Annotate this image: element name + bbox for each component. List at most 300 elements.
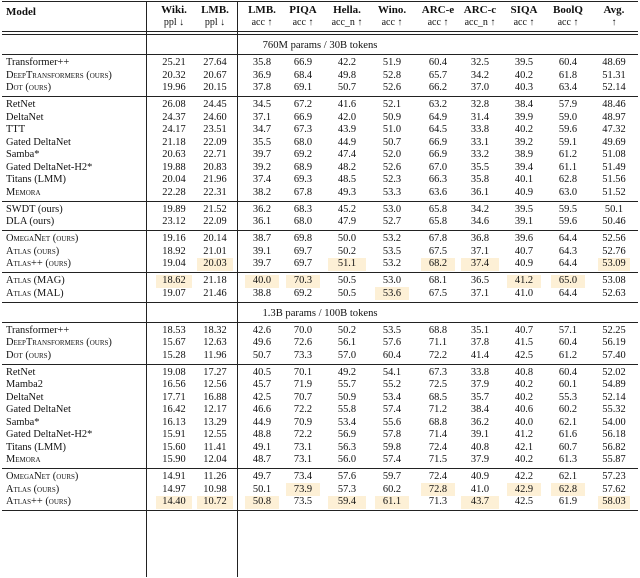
metric-value: 38.4 — [514, 99, 534, 110]
model-name: DeltaNet — [6, 111, 44, 123]
metric-value: 69.8 — [293, 233, 313, 244]
header-col-name: Wiki. — [161, 4, 187, 16]
metric-value: 73.1 — [293, 441, 313, 453]
header-col-metric: acc ↑ — [292, 17, 314, 28]
metric-value: 21.01 — [203, 245, 227, 257]
metric-value: 49.69 — [602, 136, 626, 148]
metric-value: 59.6 — [558, 216, 578, 227]
metric-value: 34.7 — [252, 124, 272, 135]
model-name: TTT — [6, 124, 26, 135]
metric-value: 49.3 — [337, 186, 357, 198]
metric-value: 33.8 — [470, 366, 490, 378]
metric-value: 22.28 — [162, 186, 186, 198]
model-name: Titans (LMM) — [6, 441, 66, 453]
metric-value: 56.19 — [602, 337, 626, 348]
metric-value: 53.0 — [382, 203, 402, 215]
metric-value: 44.9 — [252, 416, 272, 428]
metric-value: 61.8 — [558, 69, 578, 81]
model-name: Transformer++ — [6, 57, 70, 68]
metric-value: 54.89 — [602, 379, 626, 390]
metric-value: 15.60 — [162, 441, 186, 453]
metric-value: 41.0 — [514, 287, 534, 299]
metric-value: 35.1 — [470, 324, 490, 336]
model-name: Titans (LMM) — [6, 174, 66, 185]
metric-value: 50.2 — [337, 245, 357, 257]
column-divider — [146, 1, 147, 577]
rule-line — [2, 1, 638, 2]
metric-value: 50.5 — [337, 275, 357, 286]
metric-value: 60.4 — [558, 57, 578, 68]
metric-value: 70.3 — [293, 275, 313, 286]
metric-value: 61.6 — [558, 429, 578, 440]
metric-value: 37.9 — [470, 454, 490, 465]
model-name: Atlas (MAL) — [6, 287, 64, 299]
metric-value: 57.9 — [558, 99, 578, 110]
metric-value: 60.4 — [382, 349, 402, 361]
metric-value: 20.63 — [162, 149, 186, 160]
metric-value: 56.82 — [602, 441, 626, 453]
metric-value: 60.4 — [558, 337, 578, 348]
metric-value: 50.5 — [337, 287, 357, 299]
metric-value: 60.4 — [428, 57, 448, 68]
metric-value: 67.8 — [428, 233, 448, 244]
metric-value: 67.5 — [428, 287, 448, 299]
metric-value: 17.27 — [203, 366, 227, 378]
header-col-name: LMB. — [201, 4, 229, 16]
metric-value: 39.2 — [514, 136, 534, 148]
metric-value: 66.3 — [428, 174, 448, 185]
metric-value: 57.62 — [602, 483, 626, 495]
metric-value: 68.9 — [293, 161, 313, 173]
model-name: Atlas++ (ours) — [6, 258, 71, 269]
metric-value: 51.08 — [602, 149, 626, 160]
metric-value: 60.2 — [558, 404, 578, 415]
metric-value: 59.6 — [558, 124, 578, 135]
metric-value: 38.4 — [470, 404, 490, 415]
metric-value: 20.03 — [203, 258, 227, 269]
metric-value: 57.4 — [382, 454, 402, 465]
metric-value: 50.7 — [252, 349, 272, 361]
rule-line — [2, 54, 638, 55]
metric-value: 12.04 — [203, 454, 227, 465]
metric-value: 52.02 — [602, 366, 626, 378]
metric-value: 58.03 — [602, 496, 626, 507]
metric-value: 36.9 — [252, 69, 272, 81]
metric-value: 20.15 — [203, 82, 227, 93]
metric-value: 50.8 — [252, 496, 272, 507]
metric-value: 34.5 — [252, 99, 272, 110]
metric-value: 68.3 — [293, 203, 313, 215]
metric-value: 37.0 — [470, 82, 490, 93]
header-model-label: Model — [6, 6, 36, 18]
metric-value: 42.0 — [337, 111, 357, 123]
metric-value: 57.6 — [337, 471, 357, 482]
metric-value: 39.1 — [470, 429, 490, 440]
metric-value: 35.7 — [470, 391, 490, 403]
metric-value: 49.1 — [252, 441, 272, 453]
header-col-metric: ppl ↓ — [163, 17, 185, 28]
metric-value: 18.32 — [203, 324, 227, 336]
metric-value: 64.9 — [428, 111, 448, 123]
header-col-name: SIQA — [510, 4, 538, 16]
metric-value: 53.5 — [382, 324, 402, 336]
model-name: DeltaNet — [6, 391, 44, 403]
metric-value: 47.4 — [337, 149, 357, 160]
metric-value: 51.9 — [382, 57, 402, 68]
model-name: Dot (ours) — [6, 349, 52, 361]
metric-value: 53.6 — [382, 287, 402, 299]
metric-value: 40.8 — [470, 441, 490, 453]
metric-value: 66.2 — [428, 82, 448, 93]
metric-value: 37.1 — [470, 287, 490, 299]
metric-value: 15.91 — [162, 429, 186, 440]
metric-value: 50.0 — [337, 233, 357, 244]
metric-value: 59.0 — [558, 111, 578, 123]
header-col-name: ARC-c — [463, 4, 497, 16]
metric-value: 52.3 — [382, 174, 402, 185]
rule-line — [2, 302, 638, 303]
metric-value: 15.90 — [162, 454, 186, 465]
metric-value: 53.4 — [337, 416, 357, 428]
metric-value: 39.9 — [514, 111, 534, 123]
metric-value: 19.88 — [162, 161, 186, 173]
rule-line — [2, 31, 638, 32]
metric-value: 42.9 — [514, 483, 534, 495]
metric-value: 71.9 — [293, 379, 313, 390]
metric-value: 57.3 — [337, 483, 357, 495]
metric-value: 36.1 — [470, 186, 490, 198]
metric-value: 14.97 — [162, 483, 186, 495]
model-name: Atlas (ours) — [6, 483, 60, 495]
metric-value: 65.7 — [428, 69, 448, 81]
metric-value: 42.6 — [252, 324, 272, 336]
metric-value: 18.53 — [162, 324, 186, 336]
model-name: Atlas++ (ours) — [6, 496, 71, 507]
metric-value: 71.1 — [428, 337, 448, 348]
metric-value: 39.4 — [514, 161, 534, 173]
header-col-metric: ↑ — [611, 17, 617, 28]
metric-value: 69.3 — [293, 174, 313, 185]
metric-value: 52.63 — [602, 287, 626, 299]
metric-value: 14.91 — [162, 471, 186, 482]
metric-value: 21.46 — [203, 287, 227, 299]
metric-value: 61.3 — [558, 454, 578, 465]
metric-value: 66.9 — [428, 149, 448, 160]
metric-value: 50.7 — [337, 82, 357, 93]
metric-value: 53.2 — [382, 258, 402, 269]
metric-value: 53.4 — [382, 391, 402, 403]
model-name: OmegaNet (ours) — [6, 471, 79, 482]
metric-value: 50.2 — [337, 324, 357, 336]
metric-value: 41.5 — [514, 337, 534, 348]
metric-value: 40.9 — [470, 471, 490, 482]
metric-value: 21.96 — [203, 174, 227, 185]
metric-value: 69.7 — [293, 258, 313, 269]
metric-value: 51.1 — [337, 258, 357, 269]
metric-value: 38.8 — [252, 287, 272, 299]
metric-value: 13.29 — [203, 416, 227, 428]
metric-value: 57.40 — [602, 349, 626, 361]
header-col-name: BoolQ — [553, 4, 583, 16]
metric-value: 54.1 — [382, 366, 402, 378]
metric-value: 43.9 — [337, 124, 357, 135]
metric-value: 72.2 — [293, 429, 313, 440]
metric-value: 61.1 — [382, 496, 402, 507]
metric-value: 40.2 — [514, 69, 534, 81]
metric-value: 36.2 — [252, 203, 272, 215]
metric-value: 57.0 — [337, 349, 357, 361]
metric-value: 53.09 — [602, 258, 626, 269]
metric-value: 57.4 — [382, 404, 402, 415]
metric-value: 41.0 — [470, 483, 490, 495]
metric-value: 52.7 — [382, 216, 402, 227]
metric-value: 53.5 — [382, 245, 402, 257]
metric-value: 18.62 — [162, 275, 186, 286]
metric-value: 10.72 — [203, 496, 227, 507]
metric-value: 45.7 — [252, 379, 272, 390]
rule-line — [2, 322, 638, 323]
metric-value: 39.5 — [514, 57, 534, 68]
metric-value: 15.67 — [162, 337, 186, 348]
metric-value: 23.12 — [162, 216, 186, 227]
metric-value: 63.2 — [428, 99, 448, 110]
metric-value: 70.0 — [293, 324, 313, 336]
metric-value: 57.6 — [382, 337, 402, 348]
model-name: Atlas (MAG) — [6, 275, 65, 286]
metric-value: 68.0 — [293, 216, 313, 227]
metric-value: 10.98 — [203, 483, 227, 495]
metric-value: 43.7 — [470, 496, 490, 507]
header-col-name: PIQA — [289, 4, 317, 16]
metric-value: 57.8 — [382, 429, 402, 440]
metric-value: 37.1 — [252, 111, 272, 123]
metric-value: 52.6 — [382, 82, 402, 93]
metric-value: 57.23 — [602, 471, 626, 482]
metric-value: 73.9 — [293, 483, 313, 495]
metric-value: 16.13 — [162, 416, 186, 428]
model-name: Mamba2 — [6, 379, 43, 390]
metric-value: 35.8 — [252, 57, 272, 68]
metric-value: 55.8 — [337, 404, 357, 415]
metric-value: 55.32 — [602, 404, 626, 415]
metric-value: 12.55 — [203, 429, 227, 440]
metric-value: 68.2 — [428, 258, 448, 269]
metric-value: 71.3 — [428, 496, 448, 507]
metric-value: 39.2 — [252, 161, 272, 173]
metric-value: 40.2 — [514, 454, 534, 465]
metric-value: 17.71 — [162, 391, 186, 403]
metric-value: 38.2 — [252, 186, 272, 198]
model-name: Memora — [6, 186, 41, 198]
metric-value: 37.4 — [470, 258, 490, 269]
metric-value: 50.46 — [602, 216, 626, 227]
metric-value: 72.6 — [293, 337, 313, 348]
metric-value: 33.2 — [470, 149, 490, 160]
metric-value: 52.56 — [602, 233, 626, 244]
metric-value: 52.76 — [602, 245, 626, 257]
metric-value: 37.8 — [252, 82, 272, 93]
metric-value: 62.8 — [558, 174, 578, 185]
metric-value: 24.60 — [203, 111, 227, 123]
metric-value: 56.3 — [337, 441, 357, 453]
header-col-name: Wino. — [377, 4, 407, 16]
metric-value: 42.5 — [514, 349, 534, 361]
metric-value: 21.52 — [203, 203, 227, 215]
metric-value: 65.0 — [558, 275, 578, 286]
metric-value: 66.9 — [293, 57, 313, 68]
metric-value: 37.1 — [470, 245, 490, 257]
header-col-name: Avg. — [603, 4, 625, 16]
model-name: DeepTransformers (ours) — [6, 69, 112, 81]
metric-value: 50.1 — [604, 203, 624, 215]
metric-value: 61.2 — [558, 149, 578, 160]
metric-value: 63.0 — [558, 186, 578, 198]
model-name: SWDT (ours) — [6, 203, 63, 215]
metric-value: 47.32 — [602, 124, 626, 135]
metric-value: 68.5 — [428, 391, 448, 403]
metric-value: 25.21 — [162, 57, 186, 68]
metric-value: 49.8 — [337, 69, 357, 81]
rule-line — [2, 272, 638, 273]
metric-value: 48.46 — [602, 99, 626, 110]
metric-value: 68.8 — [428, 324, 448, 336]
metric-value: 70.7 — [293, 391, 313, 403]
metric-value: 31.4 — [470, 111, 490, 123]
metric-value: 66.9 — [428, 136, 448, 148]
metric-value: 21.18 — [203, 275, 227, 286]
metric-value: 64.3 — [558, 245, 578, 257]
metric-value: 59.4 — [337, 496, 357, 507]
metric-value: 19.96 — [162, 82, 186, 93]
metric-value: 35.8 — [470, 174, 490, 185]
rule-line — [2, 364, 638, 365]
model-name: Samba* — [6, 416, 40, 428]
metric-value: 24.37 — [162, 111, 186, 123]
metric-value: 39.7 — [252, 258, 272, 269]
metric-value: 67.2 — [293, 99, 313, 110]
metric-value: 41.2 — [514, 275, 534, 286]
metric-value: 60.4 — [558, 366, 578, 378]
header-col-metric: acc ↑ — [381, 17, 403, 28]
metric-value: 20.83 — [203, 161, 227, 173]
model-name: Dot (ours) — [6, 82, 52, 93]
metric-value: 67.5 — [428, 245, 448, 257]
metric-value: 53.0 — [382, 275, 402, 286]
metric-value: 61.9 — [558, 496, 578, 507]
metric-value: 56.0 — [337, 454, 357, 465]
metric-value: 16.42 — [162, 404, 186, 415]
metric-value: 71.5 — [428, 454, 448, 465]
metric-value: 69.2 — [293, 287, 313, 299]
metric-value: 70.1 — [293, 366, 313, 378]
metric-value: 12.63 — [203, 337, 227, 348]
metric-value: 38.7 — [252, 233, 272, 244]
metric-value: 61.2 — [558, 349, 578, 361]
metric-value: 53.2 — [382, 233, 402, 244]
metric-value: 35.5 — [252, 136, 272, 148]
metric-value: 72.8 — [428, 483, 448, 495]
metric-value: 65.8 — [428, 216, 448, 227]
metric-value: 52.0 — [382, 149, 402, 160]
metric-value: 32.8 — [470, 99, 490, 110]
metric-value: 12.17 — [203, 404, 227, 415]
metric-value: 65.8 — [428, 203, 448, 215]
metric-value: 67.3 — [428, 366, 448, 378]
metric-value: 40.9 — [514, 186, 534, 198]
metric-value: 19.08 — [162, 366, 186, 378]
metric-value: 51.52 — [602, 186, 626, 198]
header-col-metric: ppl ↓ — [204, 17, 226, 28]
metric-value: 39.1 — [514, 216, 534, 227]
metric-value: 69.2 — [293, 149, 313, 160]
metric-value: 11.26 — [203, 471, 227, 482]
metric-value: 64.5 — [428, 124, 448, 135]
metric-value: 41.6 — [337, 99, 357, 110]
metric-value: 46.6 — [252, 404, 272, 415]
metric-value: 49.2 — [337, 366, 357, 378]
metric-value: 24.45 — [203, 99, 227, 110]
metric-value: 51.56 — [602, 174, 626, 185]
metric-value: 42.5 — [252, 391, 272, 403]
header-col-metric: acc ↑ — [557, 17, 579, 28]
model-name: RetNet — [6, 366, 36, 378]
metric-value: 20.67 — [203, 69, 227, 81]
metric-value: 40.1 — [514, 174, 534, 185]
metric-value: 55.6 — [382, 416, 402, 428]
metric-value: 60.7 — [558, 441, 578, 453]
metric-value: 71.2 — [428, 404, 448, 415]
header-col-metric: acc ↑ — [427, 17, 449, 28]
metric-value: 50.7 — [382, 136, 402, 148]
metric-value: 68.4 — [293, 69, 313, 81]
metric-value: 64.4 — [558, 287, 578, 299]
metric-value: 54.00 — [602, 416, 626, 428]
model-name: Gated DeltaNet-H2* — [6, 429, 93, 440]
model-name: Gated DeltaNet-H2* — [6, 161, 93, 173]
metric-value: 40.9 — [514, 258, 534, 269]
model-name: Transformer++ — [6, 324, 70, 336]
metric-value: 42.2 — [514, 471, 534, 482]
metric-value: 11.96 — [203, 349, 227, 361]
metric-value: 19.04 — [162, 258, 186, 269]
metric-value: 73.3 — [293, 349, 313, 361]
metric-value: 55.87 — [602, 454, 626, 465]
metric-value: 48.5 — [337, 174, 357, 185]
metric-value: 64.4 — [558, 258, 578, 269]
model-name: Gated DeltaNet — [6, 404, 71, 415]
header-col-name: Hella. — [333, 4, 361, 16]
model-name: Memora — [6, 454, 41, 465]
metric-value: 40.0 — [252, 275, 272, 286]
rule-line — [2, 468, 638, 469]
metric-value: 72.4 — [428, 471, 448, 482]
metric-value: 72.4 — [428, 441, 448, 453]
metric-value: 69.1 — [293, 82, 313, 93]
metric-value: 12.56 — [203, 379, 227, 390]
metric-value: 20.14 — [203, 233, 227, 244]
model-name: Atlas (ours) — [6, 245, 60, 257]
metric-value: 59.7 — [382, 471, 402, 482]
metric-value: 22.09 — [203, 216, 227, 227]
metric-value: 73.4 — [293, 471, 313, 482]
metric-value: 26.08 — [162, 99, 186, 110]
metric-value: 59.5 — [558, 203, 578, 215]
metric-value: 34.2 — [470, 203, 490, 215]
metric-value: 56.9 — [337, 429, 357, 440]
metric-value: 39.5 — [514, 203, 534, 215]
metric-value: 41.2 — [514, 429, 534, 440]
metric-value: 72.2 — [428, 349, 448, 361]
